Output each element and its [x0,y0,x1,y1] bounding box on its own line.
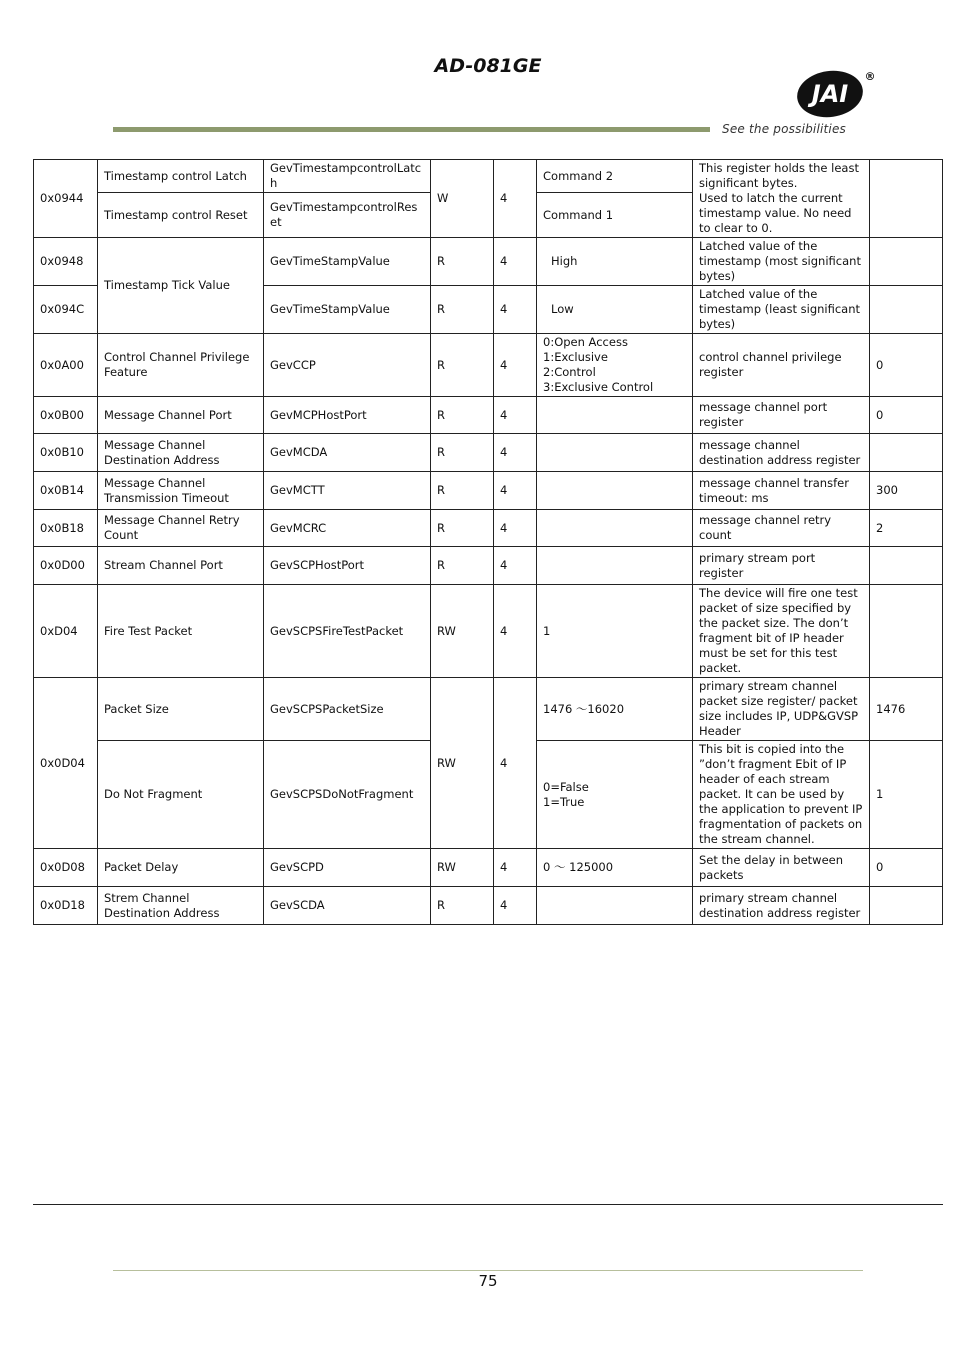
description-cell: message channel retry count [693,510,870,547]
feature-cell: GevTimeStampValue [264,286,431,334]
default-cell: 1 [870,741,943,849]
default-cell [870,434,943,472]
address-cell: 0x0944 [34,160,98,238]
length-cell: 4 [494,434,537,472]
table-row [34,434,943,472]
length-cell: 4 [494,397,537,434]
registered-mark: ® [864,70,876,83]
access-cell: R [431,334,494,397]
name-cell: Packet Size [98,678,264,741]
description-cell: message channel transfer timeout: ms [693,472,870,510]
address-cell: 0x094C [34,286,98,334]
address-cell: 0x0B14 [34,472,98,510]
description-cell: The device will fire one test packet of size specified by the packet size. The don’t fragment bit of IP header must be set for this test packet. [693,585,870,678]
default-cell: 1476 [870,678,943,741]
header-rule [113,127,710,132]
feature-cell: GevSCPSDoNotFragment [264,741,431,849]
length-cell: 4 [494,678,537,849]
page-number: 75 [478,1272,498,1290]
access-cell: R [431,286,494,334]
name-cell: Timestamp Tick Value [98,238,264,334]
description-cell: message channel port register [693,397,870,434]
name-cell: Strem Channel Destination Address [98,887,264,925]
table-row [34,678,943,741]
default-cell [870,887,943,925]
value-cell: 0=False 1=True [537,741,693,849]
length-cell: 4 [494,472,537,510]
name-cell: Message Channel Retry Count [98,510,264,547]
access-cell: RW [431,849,494,887]
value-cell: Low [537,286,693,334]
address-cell: 0x0D04 [34,678,98,849]
default-cell: 0 [870,334,943,397]
name-cell: Do Not Fragment [98,741,264,849]
feature-cell: GevSCPSPacketSize [264,678,431,741]
default-cell [870,238,943,286]
feature-cell: GevSCDA [264,887,431,925]
feature-cell: GevTimeStampValue [264,238,431,286]
value-cell: 0:Open Access 1:Exclusive 2:Control 3:Exclusive Control [537,334,693,397]
jai-logo [796,68,876,120]
default-cell: 300 [870,472,943,510]
address-cell: 0x0B10 [34,434,98,472]
default-cell: 0 [870,849,943,887]
value-cell: High [537,238,693,286]
description-cell: primary stream port register [693,547,870,585]
feature-cell: GevMCPHostPort [264,397,431,434]
name-cell: Message Channel Destination Address [98,434,264,472]
address-cell: 0x0B00 [34,397,98,434]
feature-cell: GevTimestampcontrolReset [264,193,431,238]
length-cell: 4 [494,585,537,678]
name-cell: Message Channel Transmission Timeout [98,472,264,510]
default-cell [870,585,943,678]
length-cell: 4 [494,238,537,286]
description-cell: message channel destination address register [693,434,870,472]
description-cell: Set the delay in between packets [693,849,870,887]
default-cell: 2 [870,510,943,547]
description-cell: Latched value of the timestamp (least significant bytes) [693,286,870,334]
feature-cell: GevMCTT [264,472,431,510]
table-row [34,334,943,397]
table-row [34,585,943,678]
length-cell: 4 [494,334,537,397]
access-cell: R [431,510,494,547]
table-row [34,472,943,510]
value-cell [537,510,693,547]
register-table [33,159,943,925]
name-cell: Message Channel Port [98,397,264,434]
logo-text: JAI [811,80,849,108]
footer-rule [33,1204,943,1205]
default-cell: 0 [870,397,943,434]
value-cell: Command 1 [537,193,693,238]
length-cell: 4 [494,160,537,238]
table-row [34,160,943,193]
name-cell: Stream Channel Port [98,547,264,585]
table-row [34,238,943,286]
table-row [34,397,943,434]
feature-cell: GevSCPSFireTestPacket [264,585,431,678]
name-cell: Timestamp control Latch [98,160,264,193]
address-cell: 0x0D08 [34,849,98,887]
length-cell: 4 [494,887,537,925]
access-cell: R [431,397,494,434]
value-cell: 1476 ～16020 [537,678,693,741]
access-cell: RW [431,585,494,678]
feature-cell: GevTimestampcontrolLatch [264,160,431,193]
table-row [34,547,943,585]
document-title: AD-081GE [434,55,542,77]
description-cell: primary stream channel packet size register/ packet size includes IP, UDP&GVSP Header [693,678,870,741]
feature-cell: GevMCRC [264,510,431,547]
description-cell: Latched value of the timestamp (most significant bytes) [693,238,870,286]
feature-cell: GevSCPHostPort [264,547,431,585]
length-cell: 4 [494,547,537,585]
feature-cell: GevSCPD [264,849,431,887]
table-row [34,849,943,887]
address-cell: 0x0D00 [34,547,98,585]
access-cell: R [431,887,494,925]
address-cell: 0x0948 [34,238,98,286]
access-cell: W [431,160,494,238]
length-cell: 4 [494,849,537,887]
table-row [34,510,943,547]
address-cell: 0x0B18 [34,510,98,547]
length-cell: 4 [494,286,537,334]
value-cell [537,547,693,585]
value-cell: Command 2 [537,160,693,193]
value-cell: 0 ～ 125000 [537,849,693,887]
description-cell: This register holds the least significant bytes. Used to latch the current timestamp value. No need to clear to 0. [693,160,870,238]
value-cell [537,397,693,434]
value-cell [537,887,693,925]
tagline: See the possibilities [722,122,846,136]
access-cell: R [431,547,494,585]
access-cell: R [431,434,494,472]
name-cell: Control Channel Privilege Feature [98,334,264,397]
default-cell [870,286,943,334]
description-cell: This bit is copied into the ”don’t fragment Ebit of IP header of each stream packet. It can be used by the application to prevent IP fragmentation of packets on the stream channel. [693,741,870,849]
name-cell: Fire Test Packet [98,585,264,678]
value-cell [537,434,693,472]
description-cell: primary stream channel destination address register [693,887,870,925]
address-cell: 0x0D18 [34,887,98,925]
default-cell [870,547,943,585]
address-cell: 0x0A00 [34,334,98,397]
default-cell [870,160,943,238]
name-cell: Packet Delay [98,849,264,887]
access-cell: R [431,472,494,510]
feature-cell: GevCCP [264,334,431,397]
length-cell: 4 [494,510,537,547]
address-cell: 0xD04 [34,585,98,678]
access-cell: R [431,238,494,286]
name-cell: Timestamp control Reset [98,193,264,238]
footer-accent-rule [113,1270,863,1271]
access-cell: RW [431,678,494,849]
description-cell: control channel privilege register [693,334,870,397]
table-row [34,887,943,925]
value-cell: 1 [537,585,693,678]
feature-cell: GevMCDA [264,434,431,472]
value-cell [537,472,693,510]
